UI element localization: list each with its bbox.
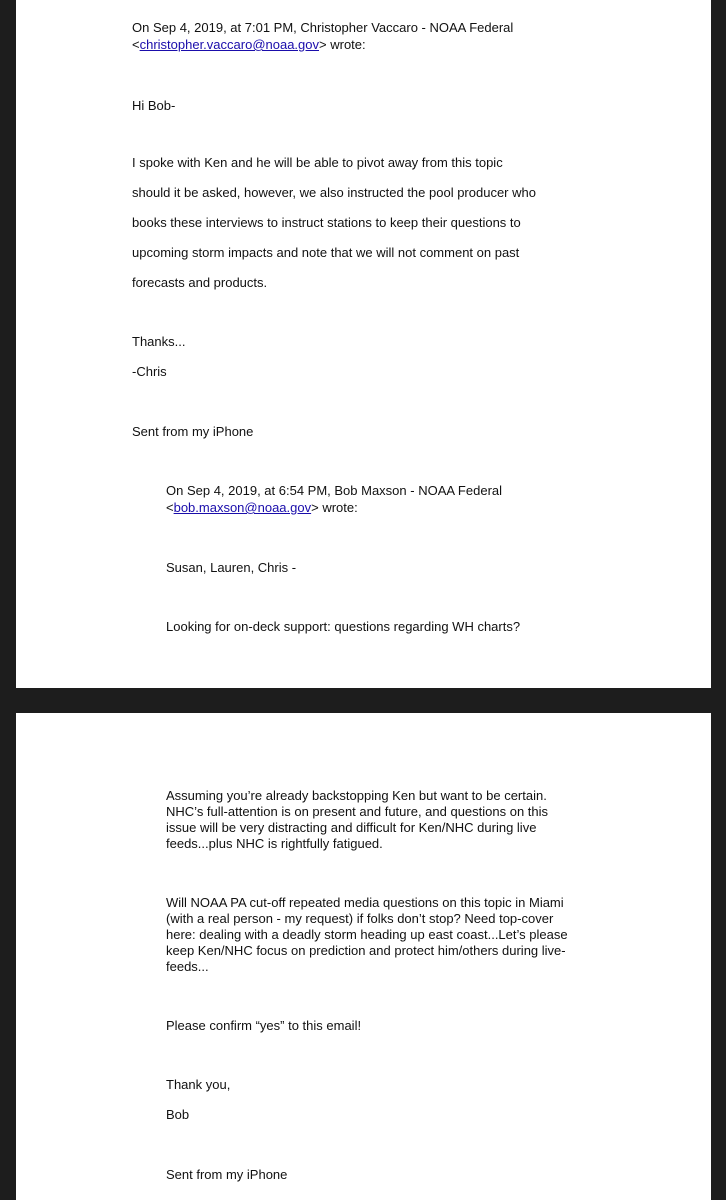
reply-body-line: books these interviews to instruct stations to keep their questions to [132,215,521,230]
quoted-paragraph-line: issue will be very distracting and difficult for Ken/NHC during live [166,820,537,835]
reply-thanks: Thanks... [132,334,186,349]
reply-header-email-line: <christopher.vaccaro@noaa.gov> wrote: [132,37,366,52]
quoted-sent-from: Sent from my iPhone [166,1167,288,1182]
quoted-paragraph-line: feeds...plus NHC is rightfully fatigued. [166,836,383,851]
reply-signature: -Chris [132,364,167,379]
quoted-thank-you: Thank you, [166,1077,231,1092]
reply-wrote-text: wrote: [330,37,366,52]
quoted-paragraph-1 [166,788,548,852]
reply-sent-from: Sent from my iPhone [132,424,254,439]
quoted-paragraph-line: feeds... [166,959,209,974]
quoted-paragraph-line: keep Ken/NHC focus on prediction and protect him/others during live- [166,943,566,958]
document-page-1 [16,0,711,688]
reply-body-line: upcoming storm impacts and note that we will not comment on past [132,245,520,260]
quoted-confirm-request: Please confirm “yes” to this email! [166,1018,362,1033]
document-page-2 [16,713,711,1200]
quoted-paragraph-line: NHC’s full-attention is on present and future, and questions on this [166,804,549,819]
reply-greeting: Hi Bob- [132,98,176,113]
quoted-header-line [166,483,502,499]
quoted-sender-email-link[interactable]: bob.maxson@noaa.gov [173,500,312,515]
quoted-signature: Bob [166,1107,190,1122]
reply-body-paragraph [132,155,536,305]
quoted-body-line: Looking for on-deck support: questions regarding WH charts? [166,619,521,634]
quoted-wrote-text: wrote: [322,500,358,515]
quoted-paragraph-line: Will NOAA PA cut-off repeated media questions on this topic in Miami [166,895,564,910]
reply-header-line [132,20,513,36]
reply-sender-email-link[interactable]: christopher.vaccaro@noaa.gov [139,37,320,52]
quoted-header-text: On Sep 4, 2019, at 6:54 PM, Bob Maxson - NOAA Federal [166,483,503,498]
quoted-greeting: Susan, Lauren, Chris - [166,560,297,575]
reply-header-text: On Sep 4, 2019, at 7:01 PM, Christopher Vaccaro - NOAA Federal [132,20,514,35]
quoted-header-email-line: <bob.maxson@noaa.gov> wrote: [166,500,358,515]
quoted-paragraph-line: here: dealing with a deadly storm heading up east coast...Let’s please [166,927,568,942]
reply-body-line: should it be asked, however, we also instructed the pool producer who [132,185,536,200]
reply-body-line: forecasts and products. [132,275,268,290]
quoted-paragraph-2 [166,895,568,975]
quoted-paragraph-line: Assuming you’re already backstopping Ken but want to be certain. [166,788,547,803]
quoted-paragraph-line: (with a real person - my request) if folks don’t stop? Need top-cover [166,911,554,926]
reply-body-line: I spoke with Ken and he will be able to pivot away from this topic [132,155,503,170]
